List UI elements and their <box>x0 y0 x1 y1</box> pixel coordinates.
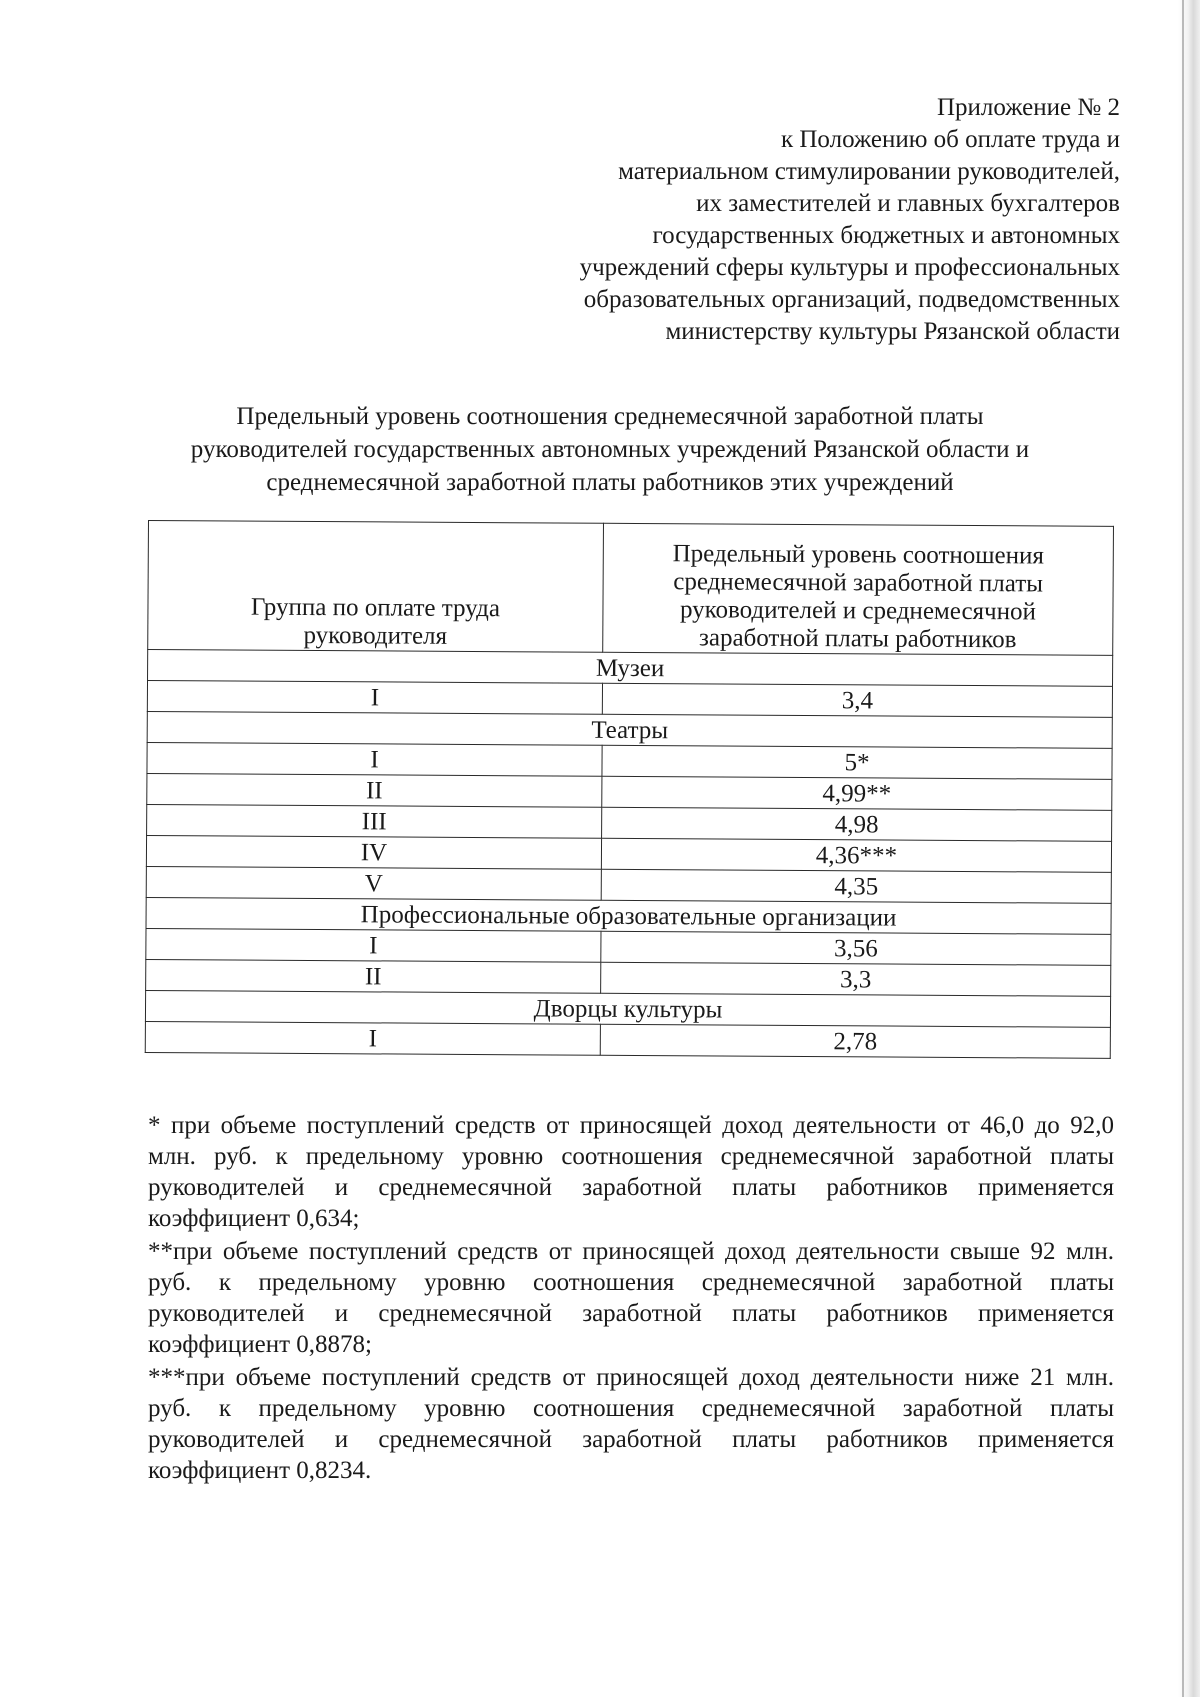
group-cell: V <box>146 866 601 900</box>
group-cell: I <box>147 742 602 776</box>
header-line: материальном стимулировании руководителей, <box>618 158 1120 185</box>
header-text: заработной платы работников <box>698 624 1017 654</box>
ratio-cell: 2,78 <box>600 1024 1110 1058</box>
group-cell: III <box>147 804 602 838</box>
section-title: Профессиональные образовательные организации <box>146 897 1111 934</box>
header-text: Группа по оплате труда <box>250 593 501 623</box>
title-line: руководителей государственных автономных учреждений Рязанской области и <box>190 436 1030 463</box>
header-ratio-column <box>603 523 1114 655</box>
section-title: Музеи <box>148 650 1113 687</box>
ratio-cell: 4,36*** <box>601 838 1111 872</box>
footnotes <box>148 1110 1114 1488</box>
table-row <box>145 1021 1110 1058</box>
document-title <box>140 400 1080 499</box>
header-text: среднемесячной заработной платы <box>673 568 1044 598</box>
header-line: государственных бюджетных и автономных <box>652 222 1120 249</box>
title-line: среднемесячной заработной платы работников этих учреждений <box>266 469 954 496</box>
ratio-cell: 5* <box>602 745 1112 779</box>
scan-line <box>1182 0 1184 1697</box>
footnote-double-asterisk: **при объеме поступлений средств от приносящей доход деятельности свыше 92 млн. руб. к предельному уровню соотношения среднемесячной заработной платы руководителей и среднемесячной заработной платы работников применяется коэффициент 0,8878; <box>148 1238 1114 1358</box>
header-group-column <box>148 521 604 653</box>
section-title: Театры <box>147 711 1112 748</box>
group-cell: I <box>147 681 602 715</box>
header-line: образовательных организаций, подведомственных <box>583 286 1120 313</box>
title-line: Предельный уровень соотношения среднемесячной заработной платы <box>236 403 984 430</box>
header-line: министерству культуры Рязанской области <box>665 318 1120 345</box>
footnote-single-asterisk: * при объеме поступлений средств от приносящей доход деятельности от 46,0 до 92,0 млн. руб. к предельному уровню соотношения среднемесячной заработной платы руководителей и среднемесячной заработной платы работников применяется коэффициент 0,634; <box>148 1112 1114 1232</box>
group-cell: II <box>147 773 602 807</box>
ratio-cell: 4,35 <box>601 869 1111 903</box>
header-text: Предельный уровень соотношения <box>672 540 1045 570</box>
group-cell: I <box>145 1021 600 1055</box>
appendix-header <box>480 92 1120 348</box>
table-header-row <box>148 521 1114 656</box>
group-cell: II <box>146 959 601 993</box>
ratio-cell: 3,56 <box>601 931 1111 965</box>
footnote-triple-asterisk: ***при объеме поступлений средств от приносящей доход деятельности ниже 21 млн. руб. к предельному уровню соотношения среднемесячной заработной платы руководителей и среднемесячной заработной платы работников применяется коэффициент 0,8234. <box>148 1364 1114 1484</box>
group-cell: IV <box>146 835 601 869</box>
header-line: к Положению об оплате труда и <box>780 126 1120 153</box>
header-line: Приложение № 2 <box>936 94 1120 121</box>
ratio-cell: 3,3 <box>601 962 1111 996</box>
header-line: их заместителей и главных бухгалтеров <box>696 190 1120 217</box>
header-text: руководителя <box>303 621 448 650</box>
section-title: Дворцы культуры <box>145 990 1110 1027</box>
group-cell: I <box>146 928 601 962</box>
ratio-cell: 4,99** <box>602 776 1112 810</box>
ratio-cell: 4,98 <box>602 807 1112 841</box>
header-line: учреждений сферы культуры и профессиональных <box>579 254 1120 281</box>
ratio-cell: 3,4 <box>602 683 1112 717</box>
header-text: руководителей и среднемесячной <box>679 596 1037 626</box>
ratio-table <box>145 520 1114 1059</box>
